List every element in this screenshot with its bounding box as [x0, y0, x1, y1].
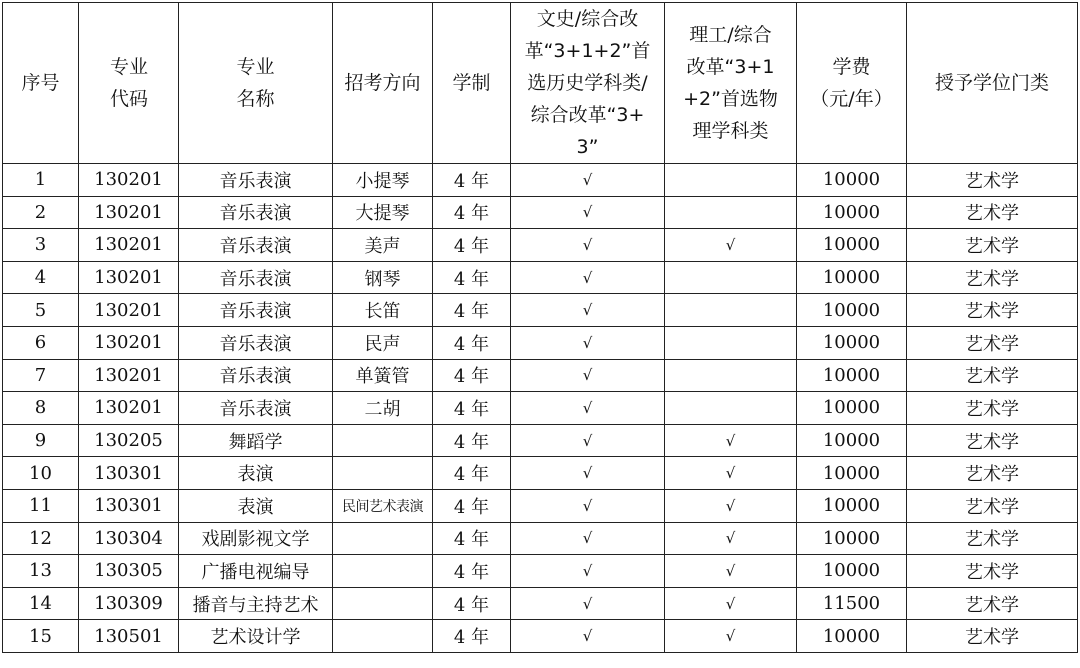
study-duration: 4 年: [433, 522, 511, 555]
wenshi-check: √: [511, 555, 665, 588]
ligong-check: [665, 261, 797, 294]
study-duration: 4 年: [433, 392, 511, 425]
table-row: [3, 555, 1078, 588]
wenshi-check: √: [511, 620, 665, 653]
tuition-fee: 10000: [797, 261, 907, 294]
tuition-fee: 10000: [797, 620, 907, 653]
degree-category: 艺术学: [907, 261, 1078, 294]
exam-direction: 长笛: [333, 294, 433, 327]
tuition-fee: 10000: [797, 489, 907, 522]
wenshi-check: √: [511, 164, 665, 197]
exam-direction: 民声: [333, 326, 433, 359]
study-duration: 4 年: [433, 620, 511, 653]
study-duration: 4 年: [433, 229, 511, 262]
table-row: [3, 489, 1078, 522]
major-code: 130501: [79, 620, 179, 653]
wenshi-check: √: [511, 196, 665, 229]
ligong-check: [665, 196, 797, 229]
degree-category: 艺术学: [907, 424, 1078, 457]
wenshi-check: √: [511, 359, 665, 392]
tuition-fee: 10000: [797, 359, 907, 392]
admissions-table: [2, 2, 1078, 653]
degree-category: 艺术学: [907, 326, 1078, 359]
major-code: 130201: [79, 359, 179, 392]
row-number: 1: [3, 164, 79, 197]
major-name: 音乐表演: [179, 294, 333, 327]
row-number: 5: [3, 294, 79, 327]
table-row: [3, 294, 1078, 327]
wenshi-check: √: [511, 587, 665, 620]
exam-direction: [333, 587, 433, 620]
table-row: [3, 326, 1078, 359]
row-number: 12: [3, 522, 79, 555]
tuition-fee: 10000: [797, 294, 907, 327]
row-number: 4: [3, 261, 79, 294]
table-row: [3, 522, 1078, 555]
exam-direction: 小提琴: [333, 164, 433, 197]
ligong-check: √: [665, 620, 797, 653]
tuition-fee: 10000: [797, 229, 907, 262]
ligong-check: √: [665, 424, 797, 457]
major-name: 表演: [179, 489, 333, 522]
row-number: 6: [3, 326, 79, 359]
tuition-fee: 10000: [797, 164, 907, 197]
major-name: 舞蹈学: [179, 424, 333, 457]
exam-direction: [333, 424, 433, 457]
degree-category: 艺术学: [907, 489, 1078, 522]
tuition-fee: 10000: [797, 457, 907, 490]
ligong-check: [665, 392, 797, 425]
major-name: 广播电视编导: [179, 555, 333, 588]
table-row: [3, 229, 1078, 262]
row-number: 15: [3, 620, 79, 653]
tuition-fee: 11500: [797, 587, 907, 620]
ligong-check: √: [665, 555, 797, 588]
exam-direction: 民间艺术表演: [333, 489, 433, 522]
tuition-fee: 10000: [797, 522, 907, 555]
wenshi-check: √: [511, 261, 665, 294]
major-code: 130205: [79, 424, 179, 457]
exam-direction: 大提琴: [333, 196, 433, 229]
table-row: [3, 261, 1078, 294]
study-duration: 4 年: [433, 164, 511, 197]
row-number: 8: [3, 392, 79, 425]
table-row: [3, 196, 1078, 229]
tuition-fee: 10000: [797, 392, 907, 425]
wenshi-check: √: [511, 326, 665, 359]
table-row: [3, 359, 1078, 392]
major-name: 艺术设计学: [179, 620, 333, 653]
major-code: 130201: [79, 326, 179, 359]
major-name: 戏剧影视文学: [179, 522, 333, 555]
tuition-fee: 10000: [797, 555, 907, 588]
row-number: 3: [3, 229, 79, 262]
study-duration: 4 年: [433, 359, 511, 392]
ligong-check: √: [665, 457, 797, 490]
study-duration: 4 年: [433, 489, 511, 522]
study-duration: 4 年: [433, 196, 511, 229]
major-name: 表演: [179, 457, 333, 490]
ligong-check: √: [665, 489, 797, 522]
exam-direction: [333, 555, 433, 588]
exam-direction: 美声: [333, 229, 433, 262]
exam-direction: 单簧管: [333, 359, 433, 392]
exam-direction: 钢琴: [333, 261, 433, 294]
exam-direction: [333, 457, 433, 490]
header-no: 序号: [3, 3, 79, 164]
ligong-check: [665, 164, 797, 197]
major-code: 130201: [79, 196, 179, 229]
major-name: 音乐表演: [179, 261, 333, 294]
study-duration: 4 年: [433, 326, 511, 359]
header-wenshi: 文史/综合改革“3+1+2”首选历史学科类/综合改革“3+3”: [511, 3, 665, 164]
degree-category: 艺术学: [907, 555, 1078, 588]
header-name: 专业 名称: [179, 3, 333, 164]
major-code: 130301: [79, 457, 179, 490]
ligong-check: √: [665, 522, 797, 555]
major-code: 130301: [79, 489, 179, 522]
ligong-check: [665, 326, 797, 359]
exam-direction: 二胡: [333, 392, 433, 425]
degree-category: 艺术学: [907, 457, 1078, 490]
degree-category: 艺术学: [907, 620, 1078, 653]
major-name: 音乐表演: [179, 359, 333, 392]
major-code: 130201: [79, 392, 179, 425]
row-number: 11: [3, 489, 79, 522]
major-name: 音乐表演: [179, 164, 333, 197]
row-number: 7: [3, 359, 79, 392]
wenshi-check: √: [511, 294, 665, 327]
major-code: 130201: [79, 294, 179, 327]
wenshi-check: √: [511, 457, 665, 490]
row-number: 10: [3, 457, 79, 490]
degree-category: 艺术学: [907, 522, 1078, 555]
header-degree: 授予学位门类: [907, 3, 1078, 164]
major-code: 130305: [79, 555, 179, 588]
tuition-fee: 10000: [797, 196, 907, 229]
major-code: 130201: [79, 164, 179, 197]
wenshi-check: √: [511, 392, 665, 425]
major-name: 音乐表演: [179, 392, 333, 425]
header-row: [3, 3, 1078, 164]
degree-category: 艺术学: [907, 294, 1078, 327]
header-direction: 招考方向: [333, 3, 433, 164]
ligong-check: [665, 294, 797, 327]
study-duration: 4 年: [433, 261, 511, 294]
row-number: 13: [3, 555, 79, 588]
ligong-check: [665, 359, 797, 392]
header-duration: 学制: [433, 3, 511, 164]
ligong-check: √: [665, 587, 797, 620]
tuition-fee: 10000: [797, 326, 907, 359]
major-code: 130201: [79, 261, 179, 294]
table-row: [3, 424, 1078, 457]
study-duration: 4 年: [433, 424, 511, 457]
degree-category: 艺术学: [907, 196, 1078, 229]
row-number: 14: [3, 587, 79, 620]
header-fee: 学费 （元/年）: [797, 3, 907, 164]
header-code: 专业 代码: [79, 3, 179, 164]
table-row: [3, 587, 1078, 620]
wenshi-check: √: [511, 229, 665, 262]
major-name: 音乐表演: [179, 229, 333, 262]
table-body: [3, 164, 1078, 653]
row-number: 2: [3, 196, 79, 229]
wenshi-check: √: [511, 522, 665, 555]
degree-category: 艺术学: [907, 229, 1078, 262]
study-duration: 4 年: [433, 587, 511, 620]
table-row: [3, 164, 1078, 197]
header-ligong: 理工/综合改革“3+1+2”首选物理学科类: [665, 3, 797, 164]
study-duration: 4 年: [433, 457, 511, 490]
major-code: 130304: [79, 522, 179, 555]
wenshi-check: √: [511, 424, 665, 457]
study-duration: 4 年: [433, 294, 511, 327]
degree-category: 艺术学: [907, 392, 1078, 425]
major-name: 音乐表演: [179, 326, 333, 359]
table-row: [3, 620, 1078, 653]
table-row: [3, 392, 1078, 425]
degree-category: 艺术学: [907, 359, 1078, 392]
wenshi-check: √: [511, 489, 665, 522]
major-code: 130201: [79, 229, 179, 262]
study-duration: 4 年: [433, 555, 511, 588]
degree-category: 艺术学: [907, 587, 1078, 620]
row-number: 9: [3, 424, 79, 457]
ligong-check: √: [665, 229, 797, 262]
exam-direction: [333, 522, 433, 555]
exam-direction: [333, 620, 433, 653]
major-name: 播音与主持艺术: [179, 587, 333, 620]
major-name: 音乐表演: [179, 196, 333, 229]
degree-category: 艺术学: [907, 164, 1078, 197]
major-code: 130309: [79, 587, 179, 620]
table-row: [3, 457, 1078, 490]
tuition-fee: 10000: [797, 424, 907, 457]
